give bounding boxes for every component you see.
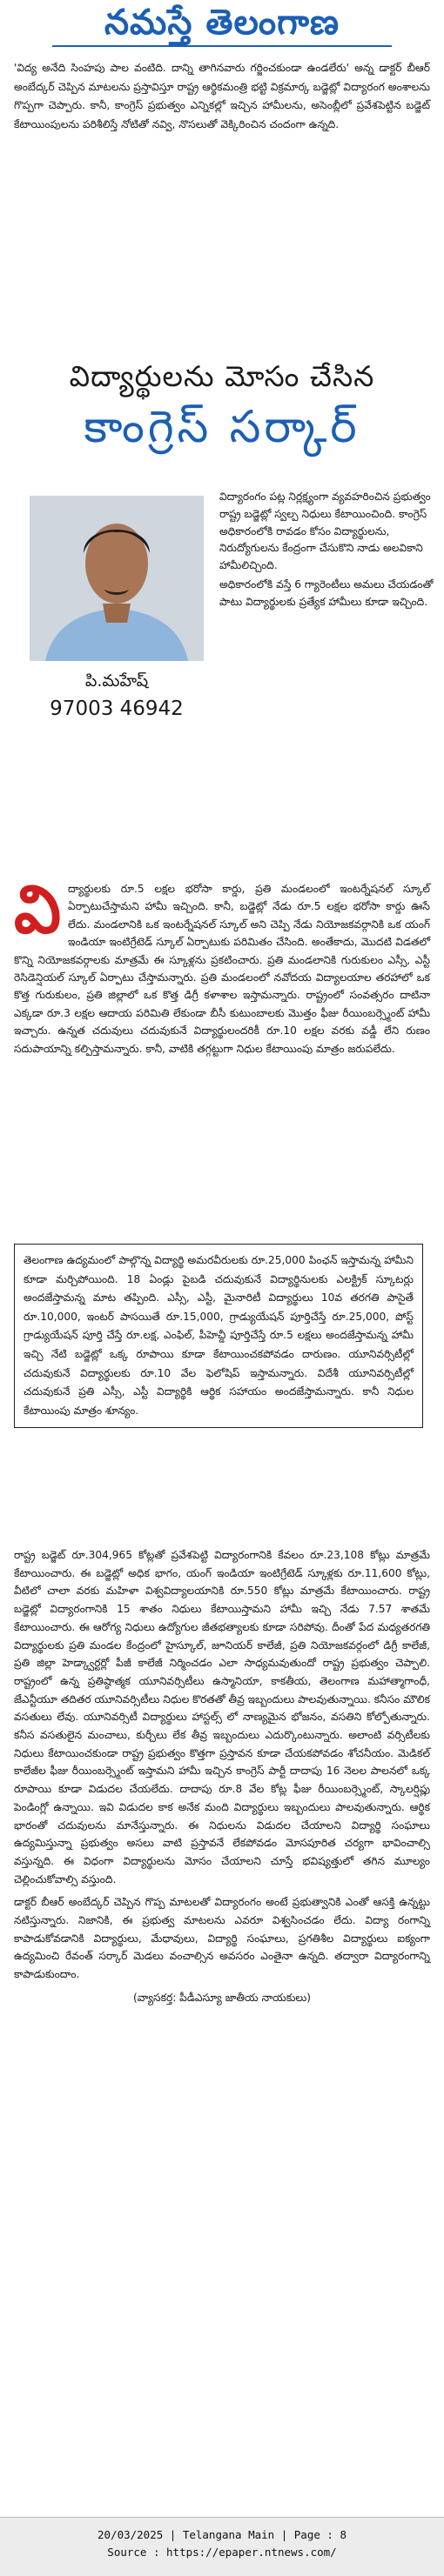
- side-column: [219, 489, 437, 611]
- main-body: [14, 871, 430, 1058]
- newspaper-name: నమస్తే తెలంగాణ: [104, 2, 340, 43]
- author-photo: [30, 496, 204, 661]
- main-body-paragraph: ద్యార్థులకు రూ.5 లక్షల భరోసా కార్డు, ప్రతి మండలంలో ఇంటర్నేషనల్ స్కూల్ ఏర్పాటుచేస్తామని హామీ ఇచ్చింది. కానీ, బడ్జెట్లో నేడు రూ.5 లక్షల భరోసా కార్డు ఊసే లేదు. మండలానికి ఒక ఇంటర్నేషనల్ స్కూల్ అని చెప్పి నేడు నియోజకవర్గానికి ఒక యంగ్ ఇండియా ఇంటిగ్రేటెడ్ స్కూల్ ఏర్పాటుకు పరిమితం చేసింది. అంతేకాదు, మొదటి విడతలో కొన్ని నియోజకవర్గాలకు మాత్రమే ఈ స్కూళ్లను ప్రకటించారు. ప్రతి మండలానికి గురుకులం ఎస్సీ, ఎస్టీ రెసిడెన్షియల్ స్కూల్ ఏర్పాటు చేస్తామన్నారు. ప్రతి మండలంలో నవోదయ విద్యాలయాల తరహాలో ఒక కొత్త గురుకులం, ప్రతి జిల్లాలో ఒక కొత్త డిగ్రీ కళాశాల ఇస్తామన్నారు. రాష్ట్రంలో సంవత్సరం దాటినా ఎక్కడా రూ.3 లక్షల ఆదాయ పరిమితి లేకుండా బీసీ కుటుంబాలకు మొత్తం ఫీజు రీయింబర్స్మెంట్ హామీ ఇచ్చారు. ఉన్నత చదువులు చదువుకునే విద్యార్థులందరికీ రూ.10 లక్షల వరకు వడ్డీ లేని రుణం సదుపాయాన్ని కల్పిస్తామన్నారు. కానీ, వాటికి తగ్గట్టుగా నిధుల కేటాయింపు మాత్రం జరుపలేదు.: [14, 883, 430, 1055]
- footer-source-link[interactable]: Source : https://epaper.ntnews.com/: [107, 2546, 337, 2559]
- side-paragraph: అధికారంలోకి వస్తే 6 గ్యారెంటీలు అమలు చేయడంతో పాటు విద్యార్థులకు ప్రత్యేక హామీలు కూడా ఇచ్చింది.: [219, 577, 434, 608]
- dropcap-letter: వి: [14, 871, 62, 948]
- continued-body: [14, 1546, 430, 2007]
- body-paragraph: డాక్టర్ బీఆర్ అంబేద్కర్ చెప్పిన గొప్ప మాటలతో విద్యారంగం అంటే ప్రభుత్వానికి ఎంతో ఆసక్తి ఉన్నట్టు నటిస్తున్నారు. నిజానికి, ఈ ప్రభుత్వ మాటలను ఎవరూ విశ్వసించడం లేదు. విద్యా రంగాన్ని కాపాడుకోవడానికి విద్యార్థులు, మేధావులు, విద్యార్థి సంఘాలు, ప్రగతిశీల విద్యార్థులు ఐక్యంగా ఉద్యమించి రేవంత్ సర్కార్ మెడలు వంచాల్సిన అవసరం ఎంతైనా ఉన్నది. తద్వారా విద్యారంగాన్ని కాపాడుకుందాం.: [14, 1896, 430, 1981]
- body-paragraph: రాష్ట్ర బడ్జెట్ రూ.304,965 కోట్లతో ప్రవేశపెట్టి విద్యారంగానికి కేవలం రూ.23,108 కోట్లు మాత్రమే కేటాయించారు. ఈ బడ్జెట్లో అధిక భాగం, యంగ్ ఇండియా ఇంటిగ్రేటెడ్ స్కూళ్లకు రూ.11,600 కోట్లు, వీటిలో చాలా వరకు మహిళా విశ్వవిద్యాలయానికి రూ.550 కోట్లు మాత్రమే కేటాయించారు. రాష్ట్ర బడ్జెట్లో విద్యారంగానికి 15 శాతం నిధులు కేటాయిస్తామని హామీ ఇచ్చి నేడు 7.57 శాతమే కేటాయించారు. ఈ ఆరోగ్య నిధులు ఉద్యోగుల జీతభత్యాలకు కూడా సరిపోవు. దీంతో పేద మధ్యతరగతి విద్యార్థులకు ప్రతి మండల కేంద్రంలో హైస్కూల్, జూనియర్ కాలేజీ, ప్రతి నియోజకవర్గంలో డిగ్రీ కాలేజీ, ప్రతి జిల్లా హెడ్క్వార్టర్లో పీజీ కాలేజీ నిర్మించడం ఎలా సాధ్యమవుతుందో రాష్ట్ర ప్రభుత్వం చెప్పాలి. రాష్ట్రంలో ఉన్న ప్రతిష్ఠాత్మక యూనివర్సిటీలు ఉస్మానియా, కాకతీయ, తెలంగాణ మహాత్మాగాంధీ, జేఎన్టీయూ తదితర యూనివర్సిటీలు నిధుల కొరతతో తీవ్ర ఇబ్బందులు పాలవుతున్నాయి. కనీసం మౌలిక వసతులు లేవు. యూనివర్సిటీ విద్యార్థులు హాస్టల్స్ లో నాణ్యమైన భోజనం, వసతిని కోల్పోతున్నారు. కనీస వసతులైన మంచాలు, కుర్చీలు లేక తీవ్ర ఇబ్బందులు ఎదుర్కొంటున్నారు. అలాంటి వర్సిటీలకు నిధులు కేటాయించకుండా రాష్ట్ర ప్రభుత్వం కొత్తగా ప్రస్తావన కూడా చేయకపోవడం శోచనీయం. మెడికల్ కాలేజీల ఫీజు రీయింబర్స్మెంట్ ఇస్తామని హామీ ఇచ్చిన కాంగ్రెస్ పార్టీ దాదాపు 16 నెలల పాలనలో ఒక్క రూపాయి కూడా విడుదల చేయలేదు. దాదాపు రూ.8 వేల కోట్ల ఫీజు రీయింబర్స్మెంట్, స్కాలర్షిప్లు పెండింగ్లో ఉన్నాయి. ఇవి విడుదల కాక అనేక మంది విద్యార్థులు ఇబ్బందులు పాలవుతున్నారు. ఆర్థిక భారంతో చదువులను మానేస్తున్నారు. ఈ నిధులను విడుదల చేయాలని విద్యార్థి సంఘాలు ఉద్యమిస్తున్నా ప్రభుత్వం అసలు వాటి ప్రస్తావనే లేకపోవడం మోసపూరిత చర్యగా భావించాల్సి వస్తున్నది. ఈ విధంగా విద్యార్థులను మోసం చేయాలని చూస్తే భవిష్యత్తులో తగిన మూల్యం చెల్లించుకోవాల్సి వస్తుంది.: [14, 1549, 430, 1885]
- masthead: [0, 0, 444, 49]
- author-phone: 97003 46942: [50, 697, 184, 720]
- author-credit: (వ్యాసకర్త: పీడీఎస్యూ జాతీయ నాయకులు): [132, 1991, 312, 2004]
- headline-line-1: విద్యార్థులను మోసం చేసిన: [69, 359, 375, 393]
- headline-line-2: కాంగ్రెస్ సర్కార్: [84, 402, 360, 453]
- side-paragraph: విద్యారంగం పట్ల నిర్లక్ష్యంగా వ్యవహరించిన ప్రభుత్వం రాష్ట్ర బడ్జెట్లో స్వల్ప నిధులు కేటాయించింది. కాంగ్రెస్ అధికారంలోకి రావడం కోసం విద్యార్థులను, నిరుద్యోగులను కేంద్రంగా చేసుకొని నాడు అలవికాని హామీలిచ్చింది.: [219, 491, 431, 572]
- boxed-paragraph: తెలంగాణ ఉద్యమంలో పాల్గొన్న విద్యార్థి అమరవీరులకు రూ.25,000 పింఛన్ ఇస్తామన్న హామీని కూడా మర్చిపోయింది. 18 ఏండ్లు పైబడి చదువుకునే విద్యార్థినులకు ఎలక్ట్రిక్ స్కూటర్లు అందజేస్తామన్న మాట తప్పింది. ఎస్సీ, ఎస్టీ, మైనారిటీ విద్యార్థులు 10వ తరగతి పాసైతే రూ.10,000, ఇంటర్ పాసయితే రూ.15,000, గ్రాడ్యుయేషన్ పూర్తిచేస్తే రూ.25,000, పోస్ట్ గ్రాడ్యుయేషన్ పూర్తి చేస్తే రూ.లక్ష, ఎంఫిల్, పీహెచ్డీ పూర్తిచేస్తే రూ.5 లక్షలు అందజేస్తామన్న హామీ ఇచ్చి నేటి బడ్జెట్లో ఒక్క రూపాయి కూడా కేటాయించకపోవడం దారుణం. యూనివర్సిటీల్లో చదువుకునే విద్యార్థులకు రూ.10 వేల ఫెలోషిప్ ఇస్తామన్నారు. విదేశీ యూనివర్సిటీల్లో చదువుకునే ప్రతి ఎస్సీ, ఎస్టీ విద్యార్థికి ఆర్థిక సహాయం అందజేస్తామన్నారు. కానీ నిధుల కేటాయింపు మాత్రం శూన్యం.: [14, 1244, 423, 1428]
- author-photo-illustration: [30, 496, 204, 661]
- author-name: పి.మహేష్: [84, 671, 149, 691]
- intro-paragraph: 'విద్య అనేది సింహపు పాల వంటిది. దాన్ని తాగినవారు గర్జించకుండా ఉండలేరు' అన్న డాక్టర్ బీఆర్ అంబేద్కర్ చెప్పిన మాటలను ప్రస్తావిస్తూ రాష్ట్ర ఆర్థికమంత్రి భట్టి విక్రమార్క బడ్జెట్లో విద్యారంగ అంశాలను గొప్పగా చెప్పారు. కానీ, కాంగ్రెస్ ప్రభుత్వం ఎన్నికల్లో ఇచ్చిన హామీలను, అసెంబ్లీలో ప్రవేశపెట్టిన బడ్జెట్ కేటాయింపులను పరిశీలిస్తే నోటితో నవ్వి, నొసలుతో వెక్కిరించిన చందంగా ఉన్నది.: [14, 62, 430, 130]
- epaper-footer: [0, 2517, 444, 2576]
- masthead-rule: [52, 45, 392, 47]
- footer-date-edition: 20/03/2025 | Telangana Main | Page : 8: [98, 2528, 346, 2541]
